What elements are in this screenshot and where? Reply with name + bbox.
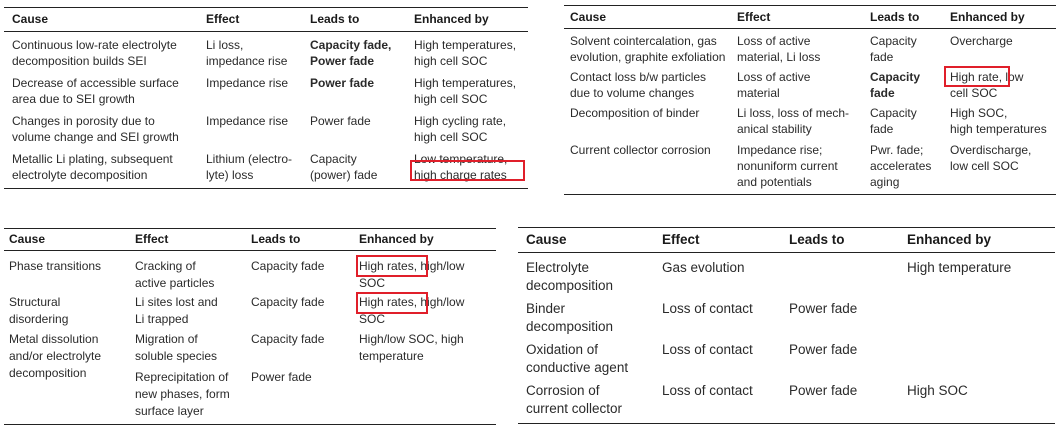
- col-header-enhanced-by: Enhanced by: [414, 12, 489, 26]
- cell-enhanced-by: High rates, high/low SOC: [359, 259, 465, 290]
- cell-enhanced-by: High/low SOC, high temperature: [359, 332, 464, 363]
- cell-enhanced-by: High temperature: [907, 260, 1012, 275]
- highlight-box: [944, 66, 1010, 87]
- cell-effect: Loss of contact: [662, 301, 753, 316]
- table-2: [564, 5, 1056, 195]
- cell-effect: Impedance rise: [206, 114, 289, 128]
- col-header-leads-to: Leads to: [789, 232, 845, 247]
- col-header-effect: Effect: [737, 10, 771, 24]
- table-row: [4, 364, 496, 418]
- col-header-cause: Cause: [526, 232, 567, 247]
- table-row: [4, 32, 528, 70]
- cell-cause: Current collector corrosion: [570, 143, 711, 157]
- col-header-leads-to: Leads to: [870, 10, 920, 24]
- cell-enhanced-by: Low temperature, high charge rates: [414, 152, 508, 182]
- cell-leads-to: Pwr. fade; accelerates aging: [870, 143, 932, 189]
- cell-cause: Changes in porosity due to volume change and SEI growth: [12, 114, 179, 144]
- cell-leads-to: Power fade: [310, 76, 375, 90]
- table-header-row: [4, 8, 528, 32]
- cell-enhanced-by: High SOC: [907, 383, 968, 398]
- highlight-box: [410, 160, 525, 181]
- table-row: [518, 253, 1055, 294]
- cell-effect: Li loss, impedance rise: [206, 38, 288, 68]
- cell-enhanced-by: High cycling rate, high cell SOC: [414, 114, 507, 144]
- cell-effect: Loss of contact: [662, 383, 753, 398]
- cell-leads-to: Capacity (power) fade: [310, 152, 378, 182]
- table-row: [518, 335, 1055, 376]
- col-header-leads-to: Leads to: [310, 12, 360, 26]
- table-3: [4, 228, 496, 425]
- table-4: [518, 227, 1055, 424]
- cell-effect: Loss of active material, Li loss: [737, 34, 821, 64]
- cell-cause: Structural disordering: [9, 295, 69, 326]
- cell-effect: Lithium (electro- lyte) loss: [206, 152, 293, 182]
- table-row: [518, 294, 1055, 335]
- cell-cause: Corrosion of current collector: [526, 383, 623, 416]
- cell-cause: Decrease of accessible surface area due to SEI growth: [12, 76, 179, 106]
- cell-enhanced-by: High temperatures, high cell SOC: [414, 38, 517, 68]
- cell-effect: Loss of contact: [662, 342, 753, 357]
- cell-leads-to: Capacity fade: [251, 295, 325, 309]
- cell-cause: Electrolyte decomposition: [526, 260, 614, 293]
- cell-leads-to: Capacity fade: [251, 259, 325, 273]
- cell-effect: Reprecipitation of new phases, form surface layer: [135, 370, 230, 418]
- table-header-row: [4, 229, 496, 251]
- cell-leads-to: Power fade: [789, 342, 858, 357]
- col-header-effect: Effect: [135, 232, 169, 246]
- cell-leads-to: Capacity fade: [870, 34, 917, 64]
- col-header-cause: Cause: [9, 232, 46, 246]
- cell-cause: Continuous low-rate electrolyte decomposition builds SEI: [12, 38, 177, 68]
- cell-leads-to: Power fade: [789, 301, 858, 316]
- cell-leads-to: Capacity fade: [870, 70, 921, 100]
- col-header-enhanced-by: Enhanced by: [950, 10, 1025, 24]
- cell-effect: Cracking of active particles: [135, 259, 215, 290]
- table-row: [564, 138, 1056, 192]
- cell-enhanced-by: High rates, high/low SOC: [359, 295, 465, 326]
- cell-effect: Loss of active material: [737, 70, 811, 100]
- cell-effect: Li loss, loss of mech- anical stability: [737, 106, 850, 136]
- table-row: [4, 70, 528, 108]
- table-row: [564, 29, 1056, 65]
- cell-leads-to: Capacity fade, Power fade: [310, 38, 392, 68]
- col-header-cause: Cause: [570, 10, 607, 24]
- cell-effect: Migration of soluble species: [135, 332, 218, 363]
- cell-cause: Contact loss b/w particles due to volume changes: [570, 70, 707, 100]
- table-row: [518, 376, 1055, 417]
- cell-effect: Gas evolution: [662, 260, 745, 275]
- cell-cause: Decomposition of binder: [570, 106, 700, 120]
- table-header-row: [564, 6, 1056, 29]
- cell-enhanced-by: Overdischarge, low cell SOC: [950, 143, 1032, 173]
- cell-cause: Oxidation of conductive agent: [526, 342, 629, 375]
- col-header-enhanced-by: Enhanced by: [907, 232, 992, 247]
- highlight-box: [356, 255, 428, 277]
- table-1: [4, 7, 528, 189]
- cell-cause: Binder decomposition: [526, 301, 614, 334]
- cell-cause: Solvent cointercalation, gas evolution, graphite exfoliation: [570, 34, 726, 64]
- cell-cause: Metal dissolution and/or electrolyte decomposition: [9, 332, 102, 380]
- cell-effect: Impedance rise: [206, 76, 289, 90]
- cell-enhanced-by: High temperatures, high cell SOC: [414, 76, 517, 106]
- cell-cause: Phase transitions: [9, 259, 102, 273]
- col-header-effect: Effect: [206, 12, 240, 26]
- col-header-effect: Effect: [662, 232, 700, 247]
- cell-leads-to: Power fade: [251, 370, 312, 384]
- col-header-leads-to: Leads to: [251, 232, 301, 246]
- col-header-enhanced-by: Enhanced by: [359, 232, 434, 246]
- cell-leads-to: Capacity fade: [870, 106, 917, 136]
- cell-leads-to: Power fade: [789, 383, 858, 398]
- cell-effect: Impedance rise; nonuniform current and potentials: [737, 143, 838, 189]
- cell-leads-to: Capacity fade: [251, 332, 325, 346]
- cell-leads-to: Power fade: [310, 114, 371, 128]
- cell-enhanced-by: High rate, low cell SOC: [950, 70, 1024, 100]
- table-header-row: [518, 228, 1055, 253]
- cell-cause: Metallic Li plating, subsequent electrolyte decomposition: [12, 152, 173, 182]
- cell-enhanced-by: High SOC, high temperatures: [950, 106, 1047, 136]
- col-header-cause: Cause: [12, 12, 49, 26]
- highlight-box: [356, 292, 428, 314]
- table-row: [564, 101, 1056, 138]
- cell-enhanced-by: Overcharge: [950, 34, 1013, 48]
- table-row: [4, 108, 528, 146]
- cell-effect: Li sites lost and Li trapped: [135, 295, 218, 326]
